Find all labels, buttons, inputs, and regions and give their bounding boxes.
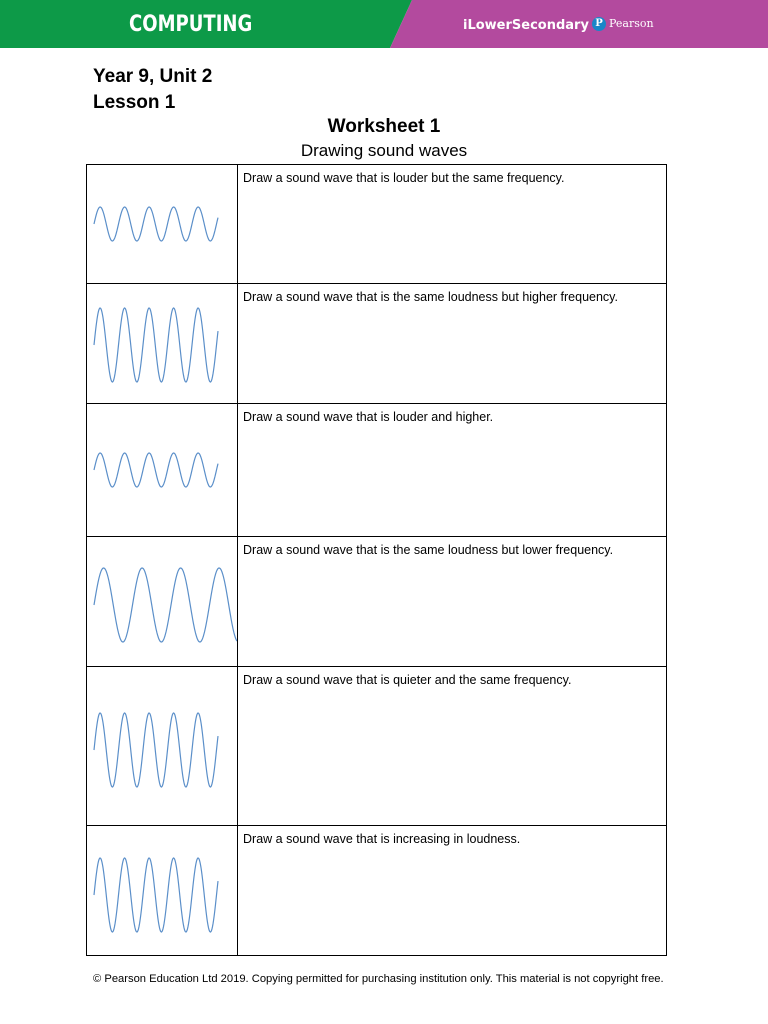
year-unit: Year 9, Unit 2: [93, 66, 213, 87]
worksheet-subtitle: Drawing sound waves: [300, 141, 468, 160]
task-instruction: Draw a sound wave that is the same loudness but higher frequency.: [243, 290, 618, 304]
publisher-name: Pearson: [609, 17, 654, 30]
table-grid-lines: [86, 164, 667, 956]
task-instruction: Draw a sound wave that is louder and higher.: [243, 410, 494, 424]
task-table: [86, 164, 667, 956]
subject-title: COMPUTING: [129, 12, 253, 37]
copyright-footer: © Pearson Education Ltd 2019. Copying permitted for purchasing institution only. This material is not copyright free.: [93, 973, 664, 985]
pearson-logo-icon: P: [592, 17, 606, 31]
worksheet-title: Worksheet 1: [327, 116, 441, 137]
product-name: iLowerSecondary: [463, 18, 589, 33]
lesson-label: Lesson 1: [93, 92, 176, 113]
task-instruction: Draw a sound wave that is quieter and the same frequency.: [243, 673, 572, 687]
task-instruction: Draw a sound wave that is louder but the same frequency.: [243, 171, 565, 185]
task-instruction: Draw a sound wave that is the same loudness but lower frequency.: [243, 543, 614, 557]
header-banner: [0, 0, 768, 48]
task-instruction: Draw a sound wave that is increasing in loudness.: [243, 832, 521, 846]
